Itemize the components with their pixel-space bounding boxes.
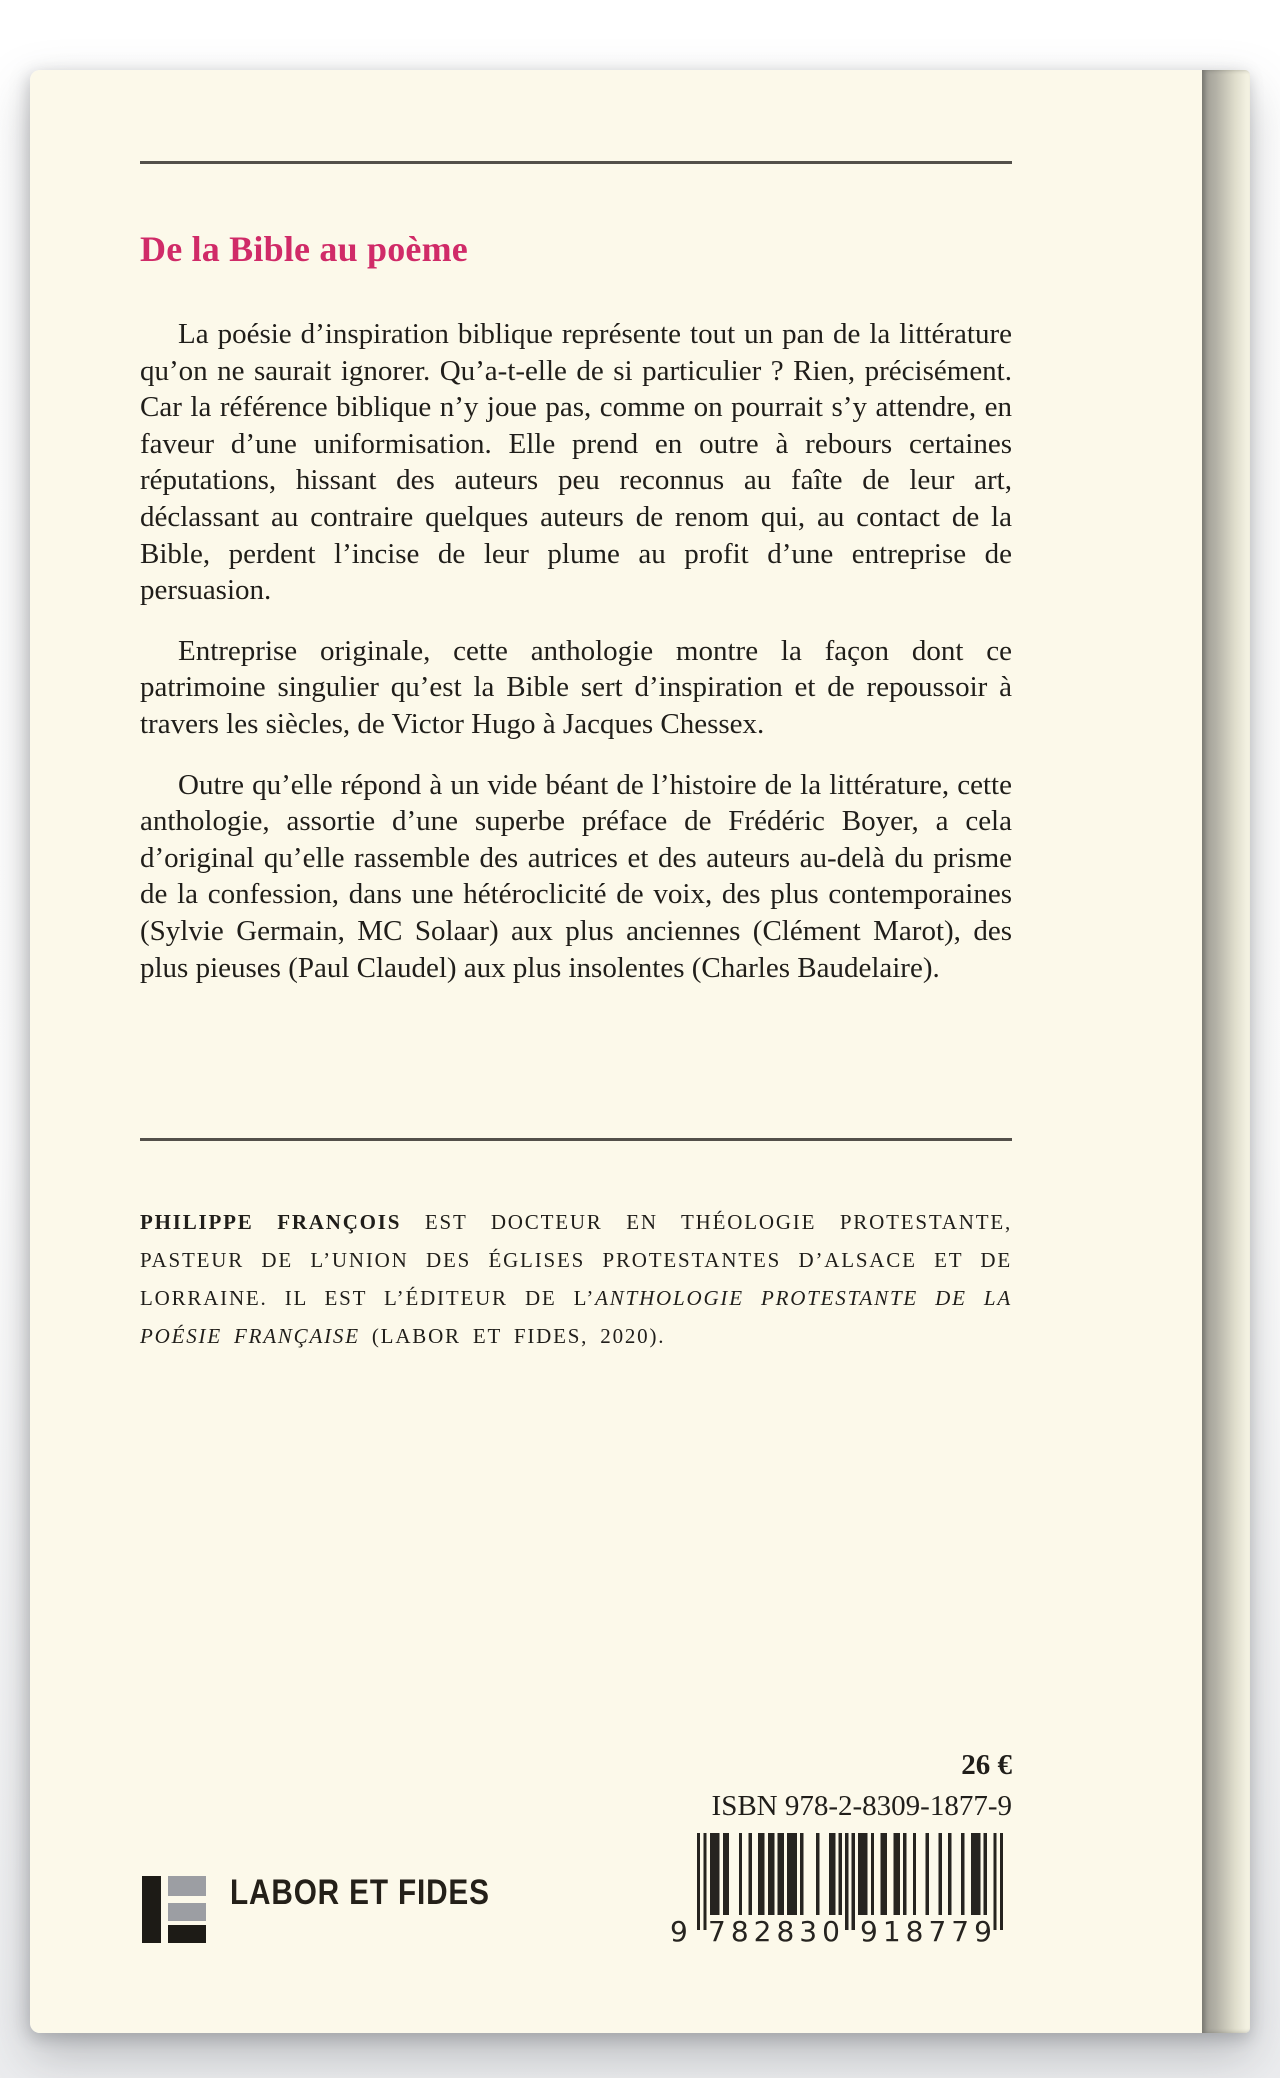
author-bio-text-2: (LABOR ET FIDES, 2020). [359,1324,666,1348]
barcode [670,1833,1003,1963]
barcode-digits-right: 918779 [860,1915,997,1948]
synopsis-paragraph-3: Outre qu’elle répond à un vide béant de l’histoire de la littérature, cette anthologie, assortie d’une superbe préface de Frédéric Boyer, a cela d’original qu’elle rassemble des autrices et des auteurs au-delà du prisme de la confession, dans une hétéroclicité de voix, des plus contemporaines (Sylvie Germain, MC Solaar) aux plus anciennes (Clément Marot), des plus pieuses (Paul Claudel) aux plus insolentes (Charles Baudelaire). [140,768,1012,984]
publisher-name: LABOR ET FIDES [230,1873,490,1912]
logo-gray-bar-2 [168,1903,206,1921]
logo-black-bar [168,1925,206,1943]
barcode-digit-first: 9 [670,1915,688,1948]
author-bio-text-1: EST DOCTEUR EN THÉOLOGIE PROTESTANTE, PASTEUR DE L’UNION DES ÉGLISES PROTESTANTES D’ALSACE ET DE LORRAINE. IL EST L’ÉDITEUR DE L’ [140,1210,1012,1310]
logo-gray-bar-1 [168,1876,206,1896]
book-back-cover [30,70,1202,2033]
synopsis-paragraph-2: Entreprise originale, cette anthologie montre la façon dont ce patrimoine singulier qu’est la Bible sert d’inspiration et de repoussoir à travers les siècles, de Victor Hugo à Jacques Chessex. [140,634,1012,740]
barcode-digits-left: 782830 [708,1915,845,1948]
top-divider-rule [140,161,1012,164]
price: 26 € [961,1749,1012,1781]
author-bio [140,1203,1012,1355]
synopsis [140,316,1012,986]
synopsis-paragraph-1: La poésie d’inspiration biblique représente tout un pan de la littérature qu’on ne saurait ignorer. Qu’a-t-elle de si particulier ? Rien, précisément. Car la référence biblique n’y joue pas, comme on pourrait s’y attendre, en faveur d’une uniformisation. Elle prend en outre à rebours certaines réputations, hissant des auteurs peu reconnus au faîte de leur art, déclassant au contraire quelques auteurs de renom qui, au contact de la Bible, perdent l’incise de leur plume au profit d’une entreprise de persuasion. [140,318,1012,607]
author-name: PHILIPPE FRANÇOIS [140,1210,402,1234]
bio-divider-rule [140,1138,1012,1141]
barcode-digits [670,1915,1003,1950]
publisher-logo-icon [142,1876,237,1945]
author-work-title: ANTHOLOGIE PROTESTANTE DE LA POÉSIE FRANÇAISE [140,1286,1012,1348]
book-pages-edge [1202,70,1250,2033]
logo-vertical-bar [142,1876,161,1943]
book-title: De la Bible au poème [140,229,468,269]
publisher-block [142,1873,622,1946]
isbn-number: ISBN 978-2-8309-1877-9 [711,1790,1012,1822]
book [30,70,1250,2033]
